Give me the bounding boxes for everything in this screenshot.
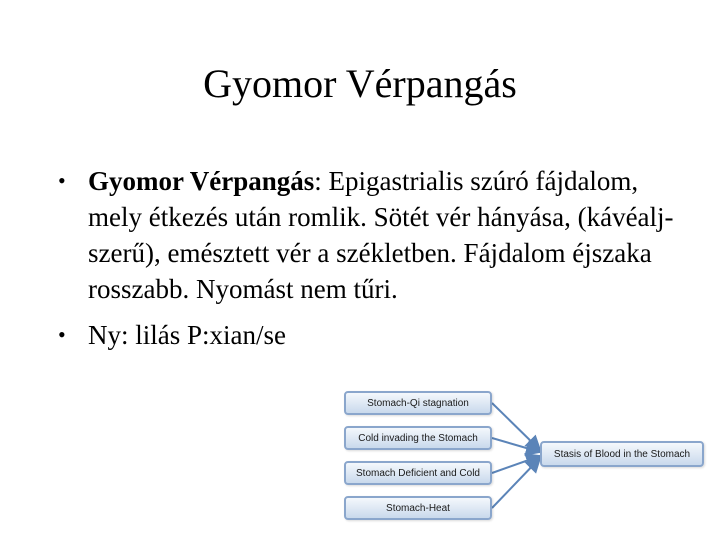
- cause-box: Stomach-Heat: [344, 496, 492, 520]
- bullet-item: [58, 163, 678, 307]
- bullet-marker: •: [58, 168, 66, 193]
- cause-box: Cold invading the Stomach: [344, 426, 492, 450]
- bullet-item: [58, 317, 678, 353]
- bullet-term: Gyomor Vérpangás: [88, 166, 315, 196]
- bullet-marker: •: [58, 322, 66, 347]
- cause-box: Stomach Deficient and Cold: [344, 461, 492, 485]
- cause-box: Stomach-Qi stagnation: [344, 391, 492, 415]
- arrow-line: [492, 403, 540, 450]
- result-box: Stasis of Blood in the Stomach: [540, 441, 704, 467]
- slide-title: Gyomor Vérpangás: [203, 61, 517, 106]
- bullet-text: Ny: lilás P:xian/se: [88, 320, 286, 350]
- bullet-list: [58, 163, 678, 363]
- pathology-diagram: [330, 380, 720, 540]
- arrow-line: [492, 438, 540, 452]
- bullet-text: : Epigastrialis szúró fájdalom, mely étkezés után romlik. Sötét vér hányása, (kávéalj-szerű), emésztett vér a székletben. Fájdalom éjszaka rosszabb. Nyomást nem tűri.: [88, 166, 674, 304]
